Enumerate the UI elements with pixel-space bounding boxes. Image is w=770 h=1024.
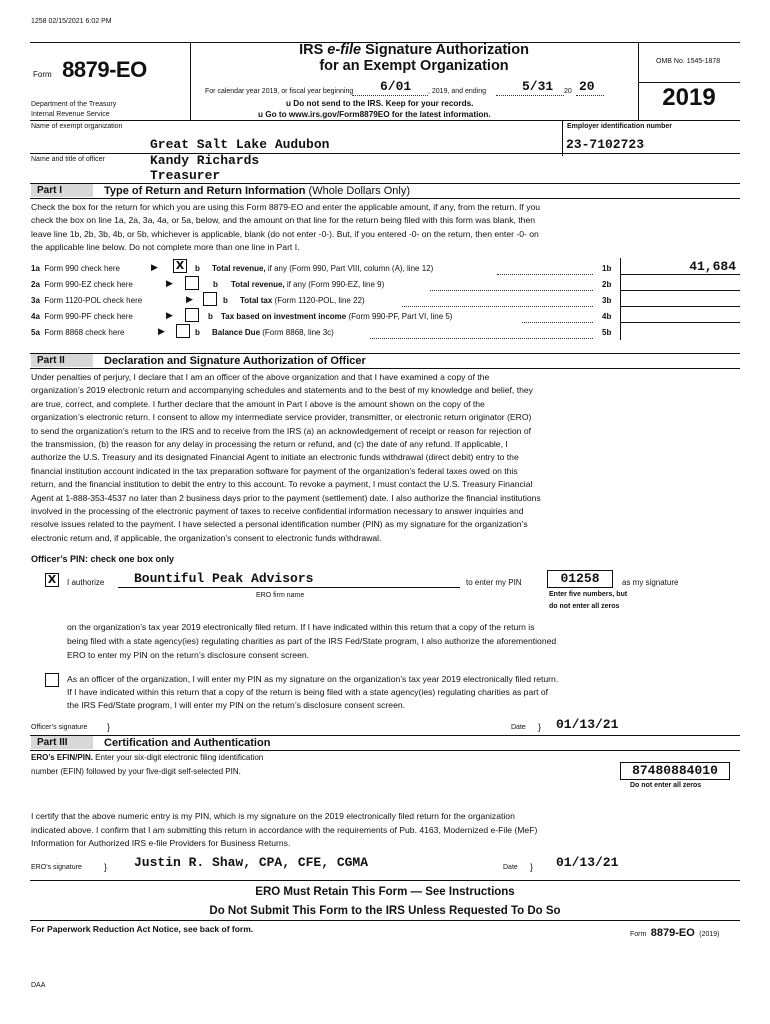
part1-title-rule [30, 198, 740, 199]
ein-divider [562, 120, 563, 156]
do-not-submit-notice: Do Not Submit This Form to the IRS Unless Requested To Do So [209, 905, 561, 917]
end-year-prefix: 20 [564, 88, 572, 95]
part3-title: Certification and Authentication [104, 737, 271, 749]
ero-date-label: Date [503, 864, 518, 871]
form-990-checkbox[interactable]: X [173, 259, 187, 273]
part2-tag: Part II [31, 354, 93, 367]
part2-title: Declaration and Signature Authorization of Officer [104, 355, 366, 367]
line-3b-desc: Total tax (Form 1120-POL, line 22) [240, 296, 365, 305]
line-5b-leader [370, 338, 593, 339]
ero-firm-name[interactable]: Bountiful Peak Advisors [134, 571, 314, 586]
efin-instructions-line1: ERO’s EFIN/PIN. Enter your six-digit electronic filing identification [31, 753, 264, 762]
footer-rule [30, 920, 740, 921]
ero-signature-label: ERO’s signature [31, 864, 82, 871]
line-4b-leader [522, 322, 593, 323]
form-8868-checkbox[interactable] [176, 324, 190, 338]
line-5b-letter: b [195, 328, 200, 337]
ero-retain-notice: ERO Must Retain This Form — See Instructions [255, 886, 515, 898]
line-4b-ref: 4b [602, 312, 612, 321]
officer-date[interactable]: 01/13/21 [556, 717, 619, 732]
line-4b-letter: b [208, 312, 213, 321]
efin-no-zeros-note: Do not enter all zeros [630, 782, 702, 789]
form-id [33, 57, 147, 83]
officer-signature-label: Officer’s signature [31, 724, 88, 731]
officer-date-label: Date [511, 724, 526, 731]
line-2b-desc: Total revenue, if any (Form 990-EZ, line 9) [231, 280, 385, 289]
daa-mark: DAA [31, 982, 46, 989]
part2-top-rule [30, 353, 740, 354]
line-1b-letter: b [195, 264, 200, 273]
part1-title: Type of Return and Return Information (Whole Dollars Only) [104, 185, 410, 197]
line-2b-letter: b [213, 280, 218, 289]
officer-label: Name and title of officer [31, 156, 105, 163]
line-1b-leader [497, 274, 593, 275]
dept-treasury: Department of the Treasury [31, 101, 117, 108]
amount-rule-2 [620, 290, 740, 291]
ero-certification-text: I certify that the above numeric entry is my PIN, which is my signature on the 2019 electronically filed return for the organization indicated above. I confirm that I am submitting this return in accordance with the requirements of Pub. 4163, Modernized e-File (MeF) Information for Authorized IRS e-file Providers for Business Returns. [31, 811, 538, 848]
org-name-label: Name of exempt organization [31, 123, 123, 130]
form-title-line1: IRS e-file Signature Authorization [299, 42, 529, 58]
dept-irs: Internal Revenue Service [31, 111, 110, 118]
ein-label: Employer identification number [567, 123, 673, 130]
ero-firm-line [118, 587, 460, 588]
calendar-year-text: For calendar year 2019, or fiscal year beginning [205, 88, 354, 95]
line-5b-desc: Balance Due (Form 8868, line 3c) [212, 328, 334, 337]
print-stamp: 1258 02/15/2021 6:02 PM [31, 18, 112, 25]
end-date-line [496, 95, 564, 96]
header-bottom-rule [30, 120, 740, 121]
to-enter-pin-text: to enter my PIN [466, 578, 522, 587]
ero-authorize-checkbox[interactable]: X [45, 573, 59, 587]
officer-title: Treasurer [150, 168, 221, 183]
amount-rule-1 [620, 274, 740, 275]
line-3a: 3a Form 1120-POL check here [31, 296, 143, 305]
fiscal-begin-value: 6/01 [380, 79, 412, 94]
arrow-icon: ▶ [166, 310, 173, 320]
ero-signature[interactable]: Justin R. Shaw, CPA, CFE, CGMA [134, 855, 369, 870]
line-2b-ref: 2b [602, 280, 612, 289]
amount-rule-4 [620, 322, 740, 323]
officer-signature-field[interactable] [118, 718, 488, 732]
ero-efin-pin-input[interactable]: 87480884010 [620, 762, 730, 780]
form-990pf-checkbox[interactable] [185, 308, 199, 322]
part2-declaration: Under penalties of perjury, I declare that I am an officer of the above organization and that I have examined a copy of the organization’s 2019 electronic return and accompanying schedules and statements and to the best of my knowledge and belief, they are true, correct, and complete. I further declare that the amount in Part I above is the amount shown on the copy of the organization’s electronic return. I consent to allow my intermediate service provider, transmitter, or electronic return originator (ERO) to send the organization’s return to the IRS and to receive from the IRS (a) an acknowledgement of receipt or reason for rejection of the transmission, (b) the reason for any delay in processing the return or refund, and (c) the date of any refund. If applicable, I authorize the U.S. Treasury and its designated Financial Agent to initiate an electronic funds withdrawal (direct debit) entry to the financial institution account indicated in the tax preparation software for payment of the organization’s federal taxes owed on this return, and the financial institution to debit the entry to this account. To revoke a payment, I must contact the U.S. Treasury Financial Agent at 1-888-353-4537 no later than 2 business days prior to the payment (settlement) date. I also authorize the financial institutions involved in the processing of the electronic payment of taxes to receive confidential information necessary to answer inquiries and resolve issues related to the payment. I have selected a personal identification number (PIN) as my signature for the organization’s electronic return and, if applicable, the organization’s consent to electronic funds withdrawal. [31, 372, 541, 543]
line-1b-desc: Total revenue, if any (Form 990, Part VIII, column (A), line 12) [212, 264, 434, 273]
date-bracket: } [538, 722, 542, 732]
officer-pin-heading: Officer’s PIN: check one box only [31, 554, 175, 564]
omb-number: OMB No. 1545-1878 [656, 58, 721, 65]
arrow-icon: ▶ [158, 326, 165, 336]
arrow-icon: ▶ [151, 262, 158, 272]
go-to-note: u Go to www.irs.gov/Form8879EO for the latest information. [258, 110, 491, 119]
no-zeros-note: do not enter all zeros [549, 603, 620, 610]
line-3b-ref: 3b [602, 296, 612, 305]
line-4a: 4a Form 990-PF check here [31, 312, 133, 321]
and-ending-text: , 2019, and ending [428, 88, 486, 95]
ero-date[interactable]: 01/13/21 [556, 855, 619, 870]
signature-bracket: } [107, 722, 111, 732]
line-3b-letter: b [223, 296, 228, 305]
ero-signature-bracket: } [104, 862, 108, 872]
do-not-send-note: u Do not send to the IRS. Keep for your records. [286, 99, 474, 108]
ero-firm-label: ERO firm name [256, 592, 305, 599]
part3-top-rule [30, 735, 740, 736]
line-5a: 5a Form 8868 check here [31, 328, 125, 337]
part1-top-rule [30, 183, 740, 184]
officer-enter-pin-checkbox[interactable] [45, 673, 59, 687]
form-title-line2: for an Exempt Organization [319, 58, 509, 74]
line-5b-ref: 5b [602, 328, 612, 337]
officer-name: Kandy Richards [150, 153, 260, 168]
enter-five-note: Enter five numbers, but [549, 591, 628, 598]
option2-text: As an officer of the organization, I will enter my PIN as my signature on the organization’s tax year 2019 electronically filed return. If I have indicated within this return that a copy of the return is being filed with a state agency(ies) regulating charities as part of the IRS Fed/State program, I will enter my PIN on the return’s disclosure consent screen. [67, 674, 559, 710]
i-authorize-text: I authorize [67, 578, 105, 587]
form-990ez-checkbox[interactable] [185, 276, 199, 290]
amount-rule-3 [620, 306, 740, 307]
line-2a: 2a Form 990-EZ check here [31, 280, 133, 289]
ero-date-bracket: } [530, 862, 534, 872]
option1-text: on the organization’s tax year 2019 electronically filed return. If I have indicated within this return that a copy of the return is being filed with a state agency(ies) regulating charities as part of the IRS Fed/State program, I also authorize the aforementioned ERO to enter my PIN on the return’s disclosure consent screen. [67, 622, 557, 660]
omb-rule [638, 82, 740, 83]
line-3b-leader [402, 306, 593, 307]
org-name: Great Salt Lake Audubon [150, 137, 330, 152]
footer-top-rule [30, 880, 740, 881]
line-1a: 1a Form 990 check here [31, 264, 120, 273]
form-number: 8879-EO [62, 57, 147, 82]
line-4b-desc: Tax based on investment income (Form 990-PF, Part VI, line 5) [221, 312, 453, 321]
efin-instructions-line2: number (EFIN) followed by your five-digit self-selected PIN. [31, 767, 241, 776]
end-year-line [576, 95, 604, 96]
line-1b-amount: 41,684 [689, 259, 736, 274]
as-my-signature-text: as my signature [622, 578, 679, 587]
arrow-icon: ▶ [186, 294, 193, 304]
part3-tag: Part III [31, 736, 93, 749]
line-2b-leader [430, 290, 593, 291]
ein-value: 23-7102723 [566, 137, 645, 152]
form-prefix: Form [33, 70, 52, 79]
begin-date-line [352, 95, 428, 96]
part1-instructions: Check the box for the return for which you are using this Form 8879-EO and enter the applicable amount, if any, from the return. If you check the box on line 1a, 2a, 3a, 4a, or 5a, below, and the amount on that line for the return being filed with this form was blank, then leave line 1b, 2b, 3b, 4b, or 5b, whichever is applicable, blank (do not enter -0-). But, if you entered -0- on the return, then enter -0- on the applicable line below. Do not complete more than one line in Part I. [31, 202, 541, 253]
arrow-icon: ▶ [166, 278, 173, 288]
paperwork-notice: For Paperwork Reduction Act Notice, see back of form. [31, 924, 254, 934]
part1-tag: Part I [31, 184, 93, 197]
part3-title-rule [30, 750, 740, 751]
form-1120pol-checkbox[interactable] [203, 292, 217, 306]
officer-pin-input[interactable]: 01258 [547, 570, 613, 588]
fiscal-end-year-value: 20 [579, 79, 595, 94]
fiscal-end-value: 5/31 [522, 79, 554, 94]
part2-title-rule [30, 368, 740, 369]
line-1b-ref: 1b [602, 264, 612, 273]
org-rule [30, 153, 740, 154]
tax-year: 2019 [662, 84, 716, 111]
footer-form-id: Form 8879-EO (2019) [630, 927, 720, 939]
